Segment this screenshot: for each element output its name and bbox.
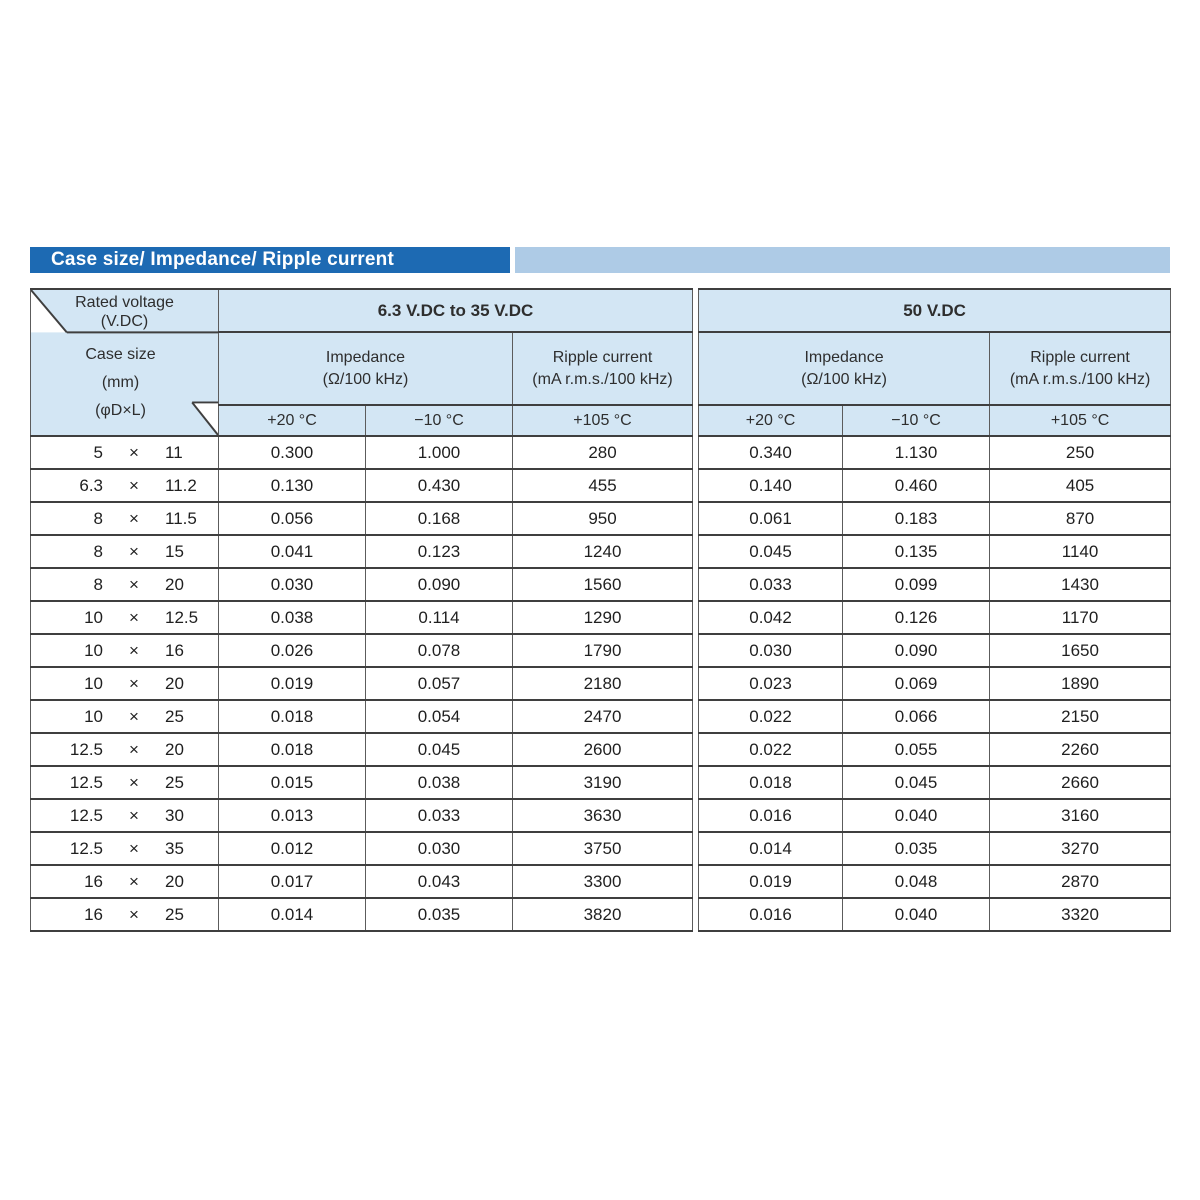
table-row [31,469,1171,502]
case-size-value [31,735,218,764]
case-size-line3: (φD×L) [95,402,146,419]
case-length: 25 [165,706,184,726]
case-diameter: 8 [93,541,103,561]
case-size-cell [31,502,219,535]
impedance-plus20-value-low: 0.038 [219,601,366,634]
case-size-cell [31,667,219,700]
impedance-plus20-value-50v: 0.140 [699,469,843,502]
case-size-value [31,867,218,896]
case-length: 12.5 [165,607,199,627]
table-row [31,700,1171,733]
case-diameter: 6.3 [79,475,103,495]
impedance-plus20-value-50v: 0.016 [699,898,843,931]
ripple-current-value-low: 3630 [513,799,693,832]
impedance-minus10-value-low: 0.078 [366,634,513,667]
case-length: 15 [165,541,184,561]
impedance-plus20-value-low: 0.300 [219,436,366,469]
table-row [31,568,1171,601]
case-length: 20 [165,739,184,759]
impedance-minus10-value-low: 0.057 [366,667,513,700]
impedance-minus10-value-50v: 0.135 [843,535,990,568]
case-diameter: 10 [84,706,103,726]
ripple-current-value-low: 1560 [513,568,693,601]
case-size-value [31,768,218,797]
multiply-sign: × [129,574,139,594]
ripple-current-value-50v: 3270 [990,832,1171,865]
section-title [30,247,510,273]
case-size-header [31,341,210,425]
case-diameter: 10 [84,673,103,693]
ripple-current-value-50v: 1170 [990,601,1171,634]
case-diameter: 8 [93,508,103,528]
impedance-minus10-value-50v: 1.130 [843,436,990,469]
table-row [31,634,1171,667]
ripple-current-value-50v: 1140 [990,535,1171,568]
impedance-plus20-value-50v: 0.014 [699,832,843,865]
ripple-current-value-low: 1240 [513,535,693,568]
impedance-plus20-value-low: 0.013 [219,799,366,832]
case-size-value [31,669,218,698]
impedance-minus10-value-50v: 0.055 [843,733,990,766]
ripple-header-low [513,332,693,405]
case-length: 20 [165,574,184,594]
impedance-minus10-value-50v: 0.040 [843,898,990,931]
table-row [31,436,1171,469]
rated-voltage-line1: Rated voltage [75,294,174,311]
table-row [31,502,1171,535]
multiply-sign: × [129,475,139,495]
section-title-label: Case size/ Impedance/ Ripple current [51,249,394,270]
spec-table-header [31,289,1171,436]
table-row [31,832,1171,865]
case-size-line1: Case size [85,346,156,363]
table-row [31,799,1171,832]
multiply-sign: × [129,706,139,726]
impedance-minus10-value-50v: 0.045 [843,766,990,799]
impedance-plus20-value-low: 0.018 [219,733,366,766]
case-size-value [31,900,218,929]
table-row [31,535,1171,568]
impedance-plus20-value-low: 0.018 [219,700,366,733]
ripple-current-value-50v: 1650 [990,634,1171,667]
case-size-line2: (mm) [101,374,140,391]
ripple-current-value-low: 1290 [513,601,693,634]
ripple-header-low-line1: Ripple current [552,348,653,366]
impedance-minus10-value-50v: 0.066 [843,700,990,733]
case-size-value [31,801,218,830]
multiply-sign: × [129,640,139,660]
case-size-cell [31,436,219,469]
ripple-header-50v [990,332,1171,405]
corner-header-cell [31,289,219,436]
multiply-sign: × [129,739,139,759]
ripple-header-low-line2: (mA r.m.s./100 kHz) [532,370,673,388]
multiply-sign: × [129,871,139,891]
impedance-minus10-value-low: 0.043 [366,865,513,898]
impedance-minus10-value-low: 0.035 [366,898,513,931]
ripple-current-value-low: 2470 [513,700,693,733]
ripple-current-value-low: 3190 [513,766,693,799]
impedance-plus20-value-50v: 0.340 [699,436,843,469]
table-row [31,667,1171,700]
ripple-current-value-low: 950 [513,502,693,535]
ripple-current-value-50v: 2870 [990,865,1171,898]
case-size-cell [31,799,219,832]
impedance-plus20-value-50v: 0.030 [699,634,843,667]
impedance-minus10-value-50v: 0.183 [843,502,990,535]
case-diameter: 5 [93,442,103,462]
ripple-current-value-low: 3300 [513,865,693,898]
table-row [31,766,1171,799]
case-size-cell [31,700,219,733]
impedance-plus20-value-low: 0.012 [219,832,366,865]
ripple-header-50v-line1: Ripple current [1030,348,1130,366]
rated-voltage-header [37,293,212,331]
multiply-sign: × [129,442,139,462]
case-length: 16 [165,640,184,660]
ripple-current-value-low: 2600 [513,733,693,766]
table-row [31,898,1171,931]
case-diameter: 12.5 [69,838,103,858]
datasheet-content [30,247,1170,932]
temp-header-minus10-50v: −10 °C [843,405,990,436]
case-length: 11.5 [165,508,197,528]
case-size-value [31,570,218,599]
impedance-minus10-value-low: 0.033 [366,799,513,832]
temp-header-plus20-low: +20 °C [219,405,366,436]
impedance-minus10-value-low: 0.054 [366,700,513,733]
ripple-current-value-50v: 2260 [990,733,1171,766]
impedance-header-low-line1: Impedance [325,348,406,366]
multiply-sign: × [129,508,139,528]
ripple-current-value-50v: 2660 [990,766,1171,799]
table-body [31,436,1171,931]
case-size-value [31,504,218,533]
ripple-current-value-low: 280 [513,436,693,469]
ripple-current-value-50v: 1890 [990,667,1171,700]
case-size-cell [31,634,219,667]
impedance-header-50v-line2: (Ω/100 kHz) [801,370,887,388]
case-length: 11.2 [165,475,197,495]
case-diameter: 16 [84,904,103,924]
multiply-sign: × [129,673,139,693]
case-size-cell [31,733,219,766]
multiply-sign: × [129,541,139,561]
case-diameter: 10 [84,607,103,627]
voltage-group-header-50v: 50 V.DC [699,289,1171,332]
impedance-plus20-value-low: 0.056 [219,502,366,535]
impedance-plus20-value-low: 0.017 [219,865,366,898]
impedance-plus20-value-50v: 0.042 [699,601,843,634]
temp-header-plus20-50v: +20 °C [699,405,843,436]
impedance-plus20-value-50v: 0.019 [699,865,843,898]
table-row [31,865,1171,898]
impedance-minus10-value-50v: 0.040 [843,799,990,832]
ripple-current-value-50v: 870 [990,502,1171,535]
case-length: 30 [165,805,184,825]
case-diameter: 12.5 [69,805,103,825]
case-diameter: 8 [93,574,103,594]
impedance-plus20-value-50v: 0.018 [699,766,843,799]
section-title-bar [30,247,1170,273]
impedance-minus10-value-low: 0.038 [366,766,513,799]
case-size-cell [31,898,219,931]
impedance-plus20-value-low: 0.030 [219,568,366,601]
ripple-current-value-low: 2180 [513,667,693,700]
impedance-plus20-value-low: 0.130 [219,469,366,502]
impedance-minus10-value-50v: 0.099 [843,568,990,601]
ripple-current-value-50v: 3320 [990,898,1171,931]
case-size-value [31,636,218,665]
case-size-cell [31,865,219,898]
case-length: 11 [165,442,183,462]
multiply-sign: × [129,838,139,858]
multiply-sign: × [129,772,139,792]
ripple-current-value-50v: 3160 [990,799,1171,832]
impedance-minus10-value-low: 0.090 [366,568,513,601]
voltage-group-header-low: 6.3 V.DC to 35 V.DC [219,289,693,332]
case-length: 20 [165,673,184,693]
case-size-cell [31,766,219,799]
case-diameter: 10 [84,640,103,660]
case-size-value [31,471,218,500]
ripple-header-50v-line2: (mA r.m.s./100 kHz) [1009,370,1151,388]
spec-table [30,288,1171,932]
case-size-cell [31,832,219,865]
impedance-minus10-value-50v: 0.069 [843,667,990,700]
case-size-value [31,537,218,566]
case-size-value [31,603,218,632]
impedance-plus20-value-low: 0.015 [219,766,366,799]
impedance-minus10-value-low: 1.000 [366,436,513,469]
ripple-current-value-low: 455 [513,469,693,502]
case-size-value [31,834,218,863]
impedance-minus10-value-low: 0.045 [366,733,513,766]
case-size-cell [31,568,219,601]
case-size-value [31,438,218,467]
temp-header-plus105-50v: +105 °C [990,405,1171,436]
impedance-minus10-value-50v: 0.126 [843,601,990,634]
impedance-plus20-value-low: 0.026 [219,634,366,667]
impedance-minus10-value-low: 0.030 [366,832,513,865]
case-size-value [31,702,218,731]
impedance-plus20-value-low: 0.014 [219,898,366,931]
rated-voltage-line2: (V.DC) [100,313,149,330]
impedance-plus20-value-low: 0.041 [219,535,366,568]
ripple-current-value-low: 1790 [513,634,693,667]
case-size-cell [31,535,219,568]
ripple-current-value-low: 3820 [513,898,693,931]
ripple-current-value-50v: 2150 [990,700,1171,733]
impedance-minus10-value-low: 0.430 [366,469,513,502]
impedance-header-low [219,332,513,405]
impedance-minus10-value-low: 0.168 [366,502,513,535]
case-length: 20 [165,871,184,891]
temp-header-plus105-low: +105 °C [513,405,693,436]
impedance-header-low-line2: (Ω/100 kHz) [322,370,409,388]
ripple-current-value-50v: 405 [990,469,1171,502]
table-row [31,733,1171,766]
ripple-current-value-50v: 250 [990,436,1171,469]
impedance-plus20-value-50v: 0.061 [699,502,843,535]
impedance-header-50v-line1: Impedance [804,348,884,366]
impedance-plus20-value-50v: 0.016 [699,799,843,832]
ripple-current-value-low: 3750 [513,832,693,865]
impedance-plus20-value-50v: 0.045 [699,535,843,568]
ripple-current-value-50v: 1430 [990,568,1171,601]
impedance-minus10-value-50v: 0.090 [843,634,990,667]
impedance-minus10-value-low: 0.123 [366,535,513,568]
temp-header-minus10-low: −10 °C [366,405,513,436]
impedance-plus20-value-50v: 0.023 [699,667,843,700]
impedance-plus20-value-50v: 0.033 [699,568,843,601]
impedance-plus20-value-low: 0.019 [219,667,366,700]
impedance-minus10-value-50v: 0.035 [843,832,990,865]
multiply-sign: × [129,904,139,924]
case-diameter: 16 [84,871,103,891]
case-diameter: 12.5 [69,772,103,792]
impedance-minus10-value-50v: 0.460 [843,469,990,502]
case-length: 35 [165,838,184,858]
case-length: 25 [165,772,184,792]
multiply-sign: × [129,607,139,627]
impedance-minus10-value-low: 0.114 [366,601,513,634]
multiply-sign: × [129,805,139,825]
impedance-header-50v [699,332,990,405]
impedance-plus20-value-50v: 0.022 [699,733,843,766]
impedance-minus10-value-50v: 0.048 [843,865,990,898]
case-size-cell [31,601,219,634]
table-row [31,601,1171,634]
case-size-cell [31,469,219,502]
section-title-extension-bar [515,247,1170,273]
case-length: 25 [165,904,184,924]
impedance-plus20-value-50v: 0.022 [699,700,843,733]
case-diameter: 12.5 [69,739,103,759]
